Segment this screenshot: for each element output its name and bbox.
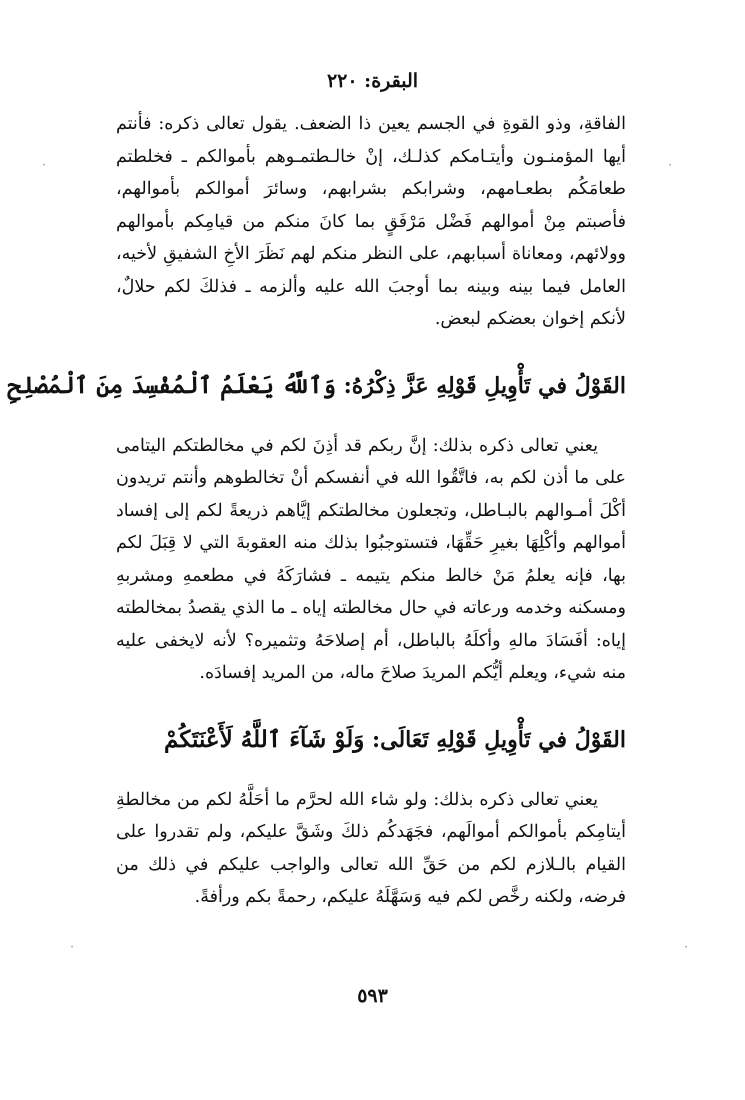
section-heading-1-verse: وَٱللَّهُ يَعْلَمُ ٱلْمُفْسِدَ مِنَ ٱلْمُصْلِحِ: [7, 371, 336, 399]
scan-speck: ·: [70, 940, 75, 955]
scan-speck: ·: [42, 158, 47, 173]
page-body: [7, 108, 626, 914]
section-1-paragraph: يعني تعالى ذكره بذلك: إنَّ ربكم قد أذِنَ لكم في مخالطتكم اليتامى على ما أذن لكم به، فاتَّقُوا الله في أنفسكم أنْ تخالطوهم وأنتم تريدون أكْلَ أمـوالهم بالبـاطل، وتجعلون مخالطتكم إيَّاهم ذريعةً لكم إلى إفساد أموالهم وأكْلِهَا بغيرِ حَقِّهَا، فتستوجبُوا بذلك منه العقوبةَ التي لا قِبَلَ لكم بها، فإنه يعلمُ مَنْ خالط منكم يتيمه ـ فشارَكَهُ في مطعمهِ ومشربهِ ومسكنه وخدمه ورعاته في حال مخالطته إياه ـ ما الذي يقصدُ بمخالطته إياه: أفَسَادَ مالهِ وأكلَهُ بالباطل، أم إصلاحَهُ وتثميره؟ لأنه لايخفى عليه منه شيء، ويعلم أيُّكم المريدَ صلاحَ ماله، من المريد إفسادَه.: [116, 435, 626, 683]
section-heading-1: [7, 366, 626, 406]
section-heading-2: [116, 720, 626, 760]
page-number: ٥٩٣: [357, 985, 388, 1007]
intro-paragraph: الفاقةِ، وذو القوةِ في الجسم يعين ذا الضعف. يقول تعالى ذكره: فأنتم أيها المؤمنـون وأيتـامكم كذلـك، إنْ خالـطتمـوهم بأموالكم ـ فخلطتم طعامَكُم بطعـامهم، وشرابكم بشرابهم، وسائرَ أموالكم بأموالهم، فأصبتم مِنْ أموالهم فَضْل مَرْفَقٍ بما كانَ منكم من قيامِكم بأموالهم وولائهم، ومعاناة أسبابهم، على النظر منكم لهم نَظَرَ الأخِ الشفيقِ لأخيه، العامل فيما بينه وبينه بما أوجبَ الله عليه وألزمه ـ فذلكَ لكم حلالٌ، لأنكم إخوان بعضكم لبعض.: [116, 114, 626, 329]
section-heading-2-verse: وَلَوْ شَآءَ ٱللَّهُ لَأَعْنَتَكُمْ: [164, 725, 365, 753]
section-heading-2-prefix: القَوْلُ في تَأْوِيلِ قَوْلِهِ تَعَالَى:: [372, 726, 626, 753]
scan-speck: ·: [684, 940, 689, 955]
section-heading-1-prefix: القَوْلُ في تَأْوِيلِ قَوْلِهِ عَزَّ ذِكْرُهُ:: [343, 372, 626, 399]
scan-speck: ·: [668, 158, 673, 173]
section-2-paragraph: يعني تعالى ذكره بذلك: ولو شاء الله لحرَّم ما أحَلَّهُ لكم من مخالطةِ أيتامِكم بأموالكم أموالَهم، فجَهَدكُم ذلكَ وشَقَّ عليكم، ولم تقدروا على القيام بالـلازم لكم من حَقِّ الله تعالى والواجب عليكم في ذلك من فرضه، ولكنه رخَّص لكم فيه وَسَهَّلَهُ عليكم، رحمةً بكم ورأفةً.: [116, 789, 626, 907]
running-header: البقرة: ٢٢٠: [326, 70, 419, 92]
